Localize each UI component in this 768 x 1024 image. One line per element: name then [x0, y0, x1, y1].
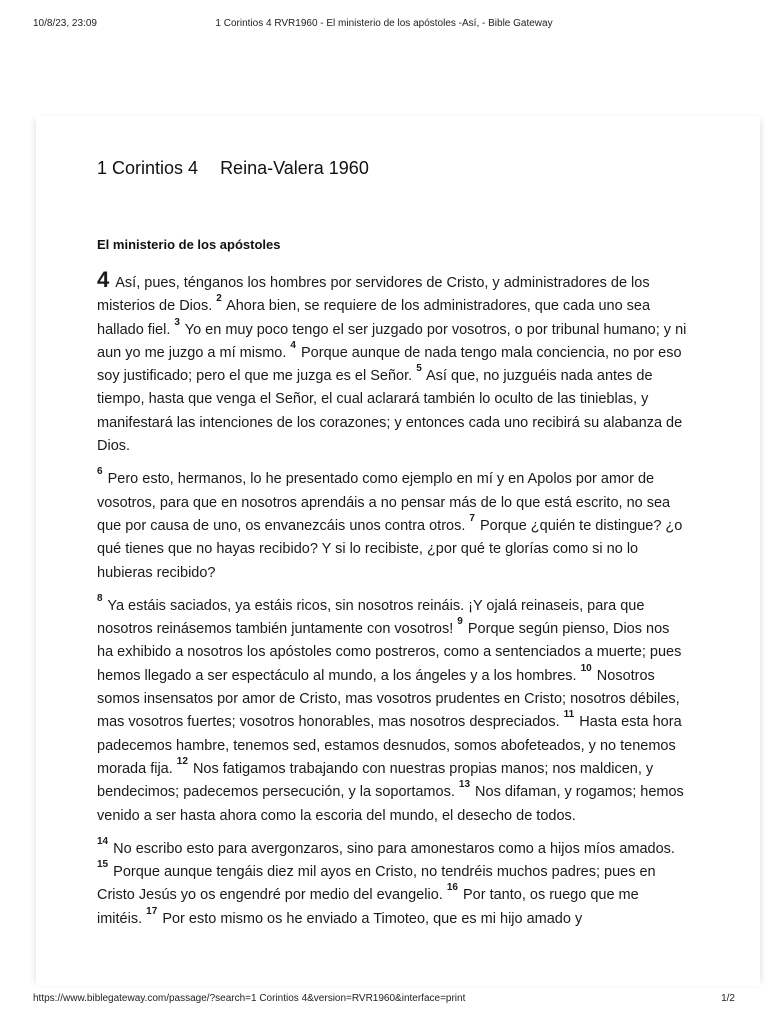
verse-number-2: 2 [216, 293, 222, 305]
verse-text-12: Nos fatigamos trabajando con nuestras propias manos; nos maldicen, y bendecimos; padecemos persecución, y la soportamos. [97, 760, 654, 801]
verse-number-17: 17 [146, 905, 158, 917]
verse-text-17: Por esto mismo os he enviado a Timoteo, que es mi hijo amado y [162, 910, 583, 927]
verse-text-3: Yo en muy poco tengo el ser juzgado por vosotros, o por tribunal humano; y ni aun yo me juzgo a mí mismo. [97, 321, 687, 361]
verse-number-4: 4 [290, 339, 296, 351]
verse-number-13: 13 [458, 779, 471, 791]
verse-number-12: 12 [176, 755, 188, 767]
verse-number-10: 10 [580, 662, 592, 674]
verse-text-10: Nosotros somos insensatos por amor de Cristo, mas vosotros prudentes en Cristo; nosotros débiles, mas vosotros fuertes; vosotros honorables, mas nosotros despreciados. [97, 667, 680, 731]
print-header [33, 18, 735, 32]
verse-text-7: Porque ¿quién te distingue? ¿o qué tienes que no hayas recibido? Y si lo recibiste, ¿por qué te glorías como si no lo hubieras recibido? [97, 517, 683, 581]
verse-text-1: Así, pues, ténganos los hombres por servidores de Cristo, y administradores de los misterios de Dios. [97, 275, 650, 315]
print-footer [33, 993, 735, 1007]
paragraph-2 [97, 468, 687, 584]
verse-number-16: 16 [446, 882, 458, 894]
paragraph-4 [97, 835, 687, 931]
verse-text-16: Por tanto, os ruego que me imitéis. [97, 887, 639, 927]
verse-number-11: 11 [563, 709, 575, 721]
verse-text-14: No escribo esto para avergonzaros, sino para amonestaros como a hijos míos amados. [113, 840, 675, 857]
verse-text-2: Ahora bien, se requiere de los administradores, que cada uno sea hallado fiel. [97, 298, 651, 338]
verse-text-6: Pero esto, hermanos, lo he presentado como ejemplo en mí y en Apolos por amor de vosotros, para que en nosotros aprendáis a no pensar más de lo que está escrito, no sea que por causa de uno, os envanezcáis unos contra otros. [97, 471, 671, 534]
verse-text-9: Porque según pienso, Dios nos ha exhibido a nosotros los apóstoles como postreros, como a sentenciados a muerte; pues hemos llegado a ser espectáculo al mundo, a los ángeles y a los hombres. [97, 621, 682, 684]
passage-title [97, 156, 687, 180]
verse-number-8: 8 [97, 592, 103, 604]
verse-text-5: Así que, no juzguéis nada antes de tiempo, hasta que venga el Señor, el cual aclarará también lo oculto de las tinieblas, y manifestará las intenciones de los corazones; y entonces cada uno recibirá su alabanza de Dios. [97, 368, 683, 455]
paragraph-3 [97, 592, 687, 828]
verse-text-13: Nos difaman, y rogamos; hemos venido a ser hasta ahora como la escoria del mundo, el desecho de todos. [97, 784, 684, 824]
verse-number-15: 15 [97, 859, 109, 871]
verse-text-11: Hasta esta hora padecemos hambre, tenemos sed, estamos desnudos, somos abofeteados, y no tenemos morada fija. [97, 714, 682, 777]
verse-number-9: 9 [457, 616, 463, 628]
print-date: 10/8/23, 23:09 [33, 18, 97, 29]
passage-reference: 1 Corintios 4 [97, 158, 199, 178]
paragraph-1 [97, 269, 687, 458]
verse-number-3: 3 [174, 316, 180, 328]
verse-number-14: 14 [97, 835, 109, 847]
verse-text-15: Porque aunque tengáis diez mil ayos en Cristo, no tendréis muchos padres; pues en Cristo Jesús yo os engendré por medio del evangelio. [97, 864, 656, 904]
verse-text-4: Porque aunque de nada tengo mala conciencia, no por eso soy justificado; pero el que me juzga es el Señor. [97, 344, 682, 385]
page-number: 1/2 [721, 993, 735, 1004]
print-url: https://www.biblegateway.com/passage/?search=1 Corintios 4&version=RVR1960&interface=print [33, 993, 466, 1004]
passage-content [97, 156, 687, 931]
verse-number-5: 5 [416, 363, 422, 375]
passage-page [36, 116, 760, 986]
print-document-title: 1 Corintios 4 RVR1960 - El ministerio de los apóstoles -Así, - Bible Gateway [215, 18, 553, 29]
verse-number-7: 7 [469, 512, 475, 524]
section-heading: El ministerio de los apóstoles [97, 237, 281, 252]
chapter-number: 4 [97, 267, 110, 292]
bible-version: Reina-Valera 1960 [220, 158, 369, 178]
verse-number-6: 6 [97, 466, 103, 478]
verse-text-8: Ya estáis saciados, ya estáis ricos, sin nosotros reináis. ¡Y ojalá reinaseis, para que nosotros reinásemos también juntamente con vosotros! [97, 597, 645, 638]
